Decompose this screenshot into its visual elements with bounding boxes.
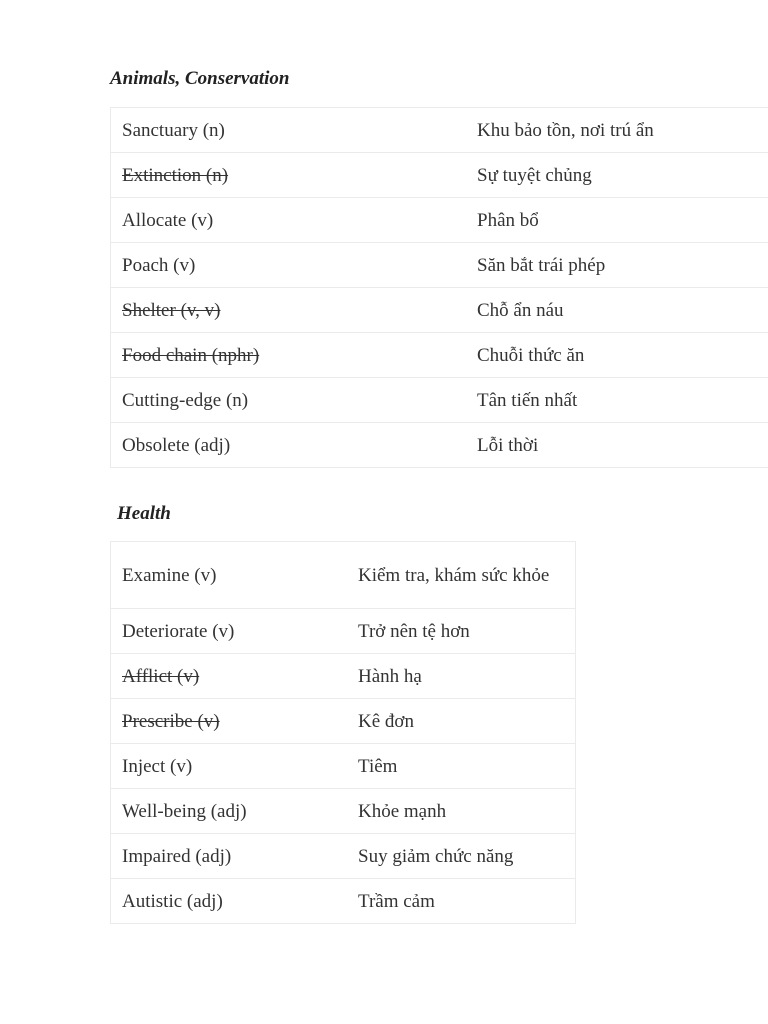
term-cell: Allocate (v) [111,198,467,243]
section-title-animals-conservation: Animals, Conservation [110,68,290,89]
table-row [111,609,576,654]
term-cell: Sanctuary (n) [111,108,467,153]
meaning-cell: Sự tuyệt chủng [466,153,768,198]
table-row [111,542,576,609]
term-cell: Extinction (n) [111,153,467,198]
term-cell: Afflict (v) [111,654,348,699]
table-row [111,654,576,699]
table-row [111,288,768,333]
term-cell: Poach (v) [111,243,467,288]
table-row [111,744,576,789]
meaning-cell: Lỗi thời [466,423,768,468]
term-cell: Prescribe (v) [111,699,348,744]
table-row [111,108,768,153]
table-row [111,378,768,423]
table-row [111,333,768,378]
table-row [111,879,576,924]
meaning-cell: Khỏe mạnh [347,789,576,834]
meaning-cell: Săn bắt trái phép [466,243,768,288]
table-row [111,153,768,198]
meaning-cell: Kiểm tra, khám sức khỏe [347,542,576,609]
meaning-cell: Khu bảo tồn, nơi trú ẩn [466,108,768,153]
term-cell: Food chain (nphr) [111,333,467,378]
table-row [111,834,576,879]
meaning-cell: Phân bổ [466,198,768,243]
table-row [111,243,768,288]
term-cell: Shelter (v, v) [111,288,467,333]
table-row [111,789,576,834]
meaning-cell: Trầm cảm [347,879,576,924]
term-cell: Inject (v) [111,744,348,789]
meaning-cell: Tiêm [347,744,576,789]
term-cell: Cutting-edge (n) [111,378,467,423]
meaning-cell: Trở nên tệ hơn [347,609,576,654]
section-title-health: Health [117,503,171,524]
meaning-cell: Hành hạ [347,654,576,699]
term-cell: Examine (v) [111,542,348,609]
term-cell: Well-being (adj) [111,789,348,834]
table-row [111,423,768,468]
meaning-cell: Chỗ ẩn náu [466,288,768,333]
meaning-cell: Tân tiến nhất [466,378,768,423]
vocab-table-animals [110,107,768,468]
term-cell: Impaired (adj) [111,834,348,879]
meaning-cell: Suy giảm chức năng [347,834,576,879]
term-cell: Deteriorate (v) [111,609,348,654]
term-cell: Obsolete (adj) [111,423,467,468]
meaning-cell: Kê đơn [347,699,576,744]
table-row [111,198,768,243]
meaning-cell: Chuỗi thức ăn [466,333,768,378]
term-cell: Autistic (adj) [111,879,348,924]
table-row [111,699,576,744]
vocab-table-health [110,541,576,924]
